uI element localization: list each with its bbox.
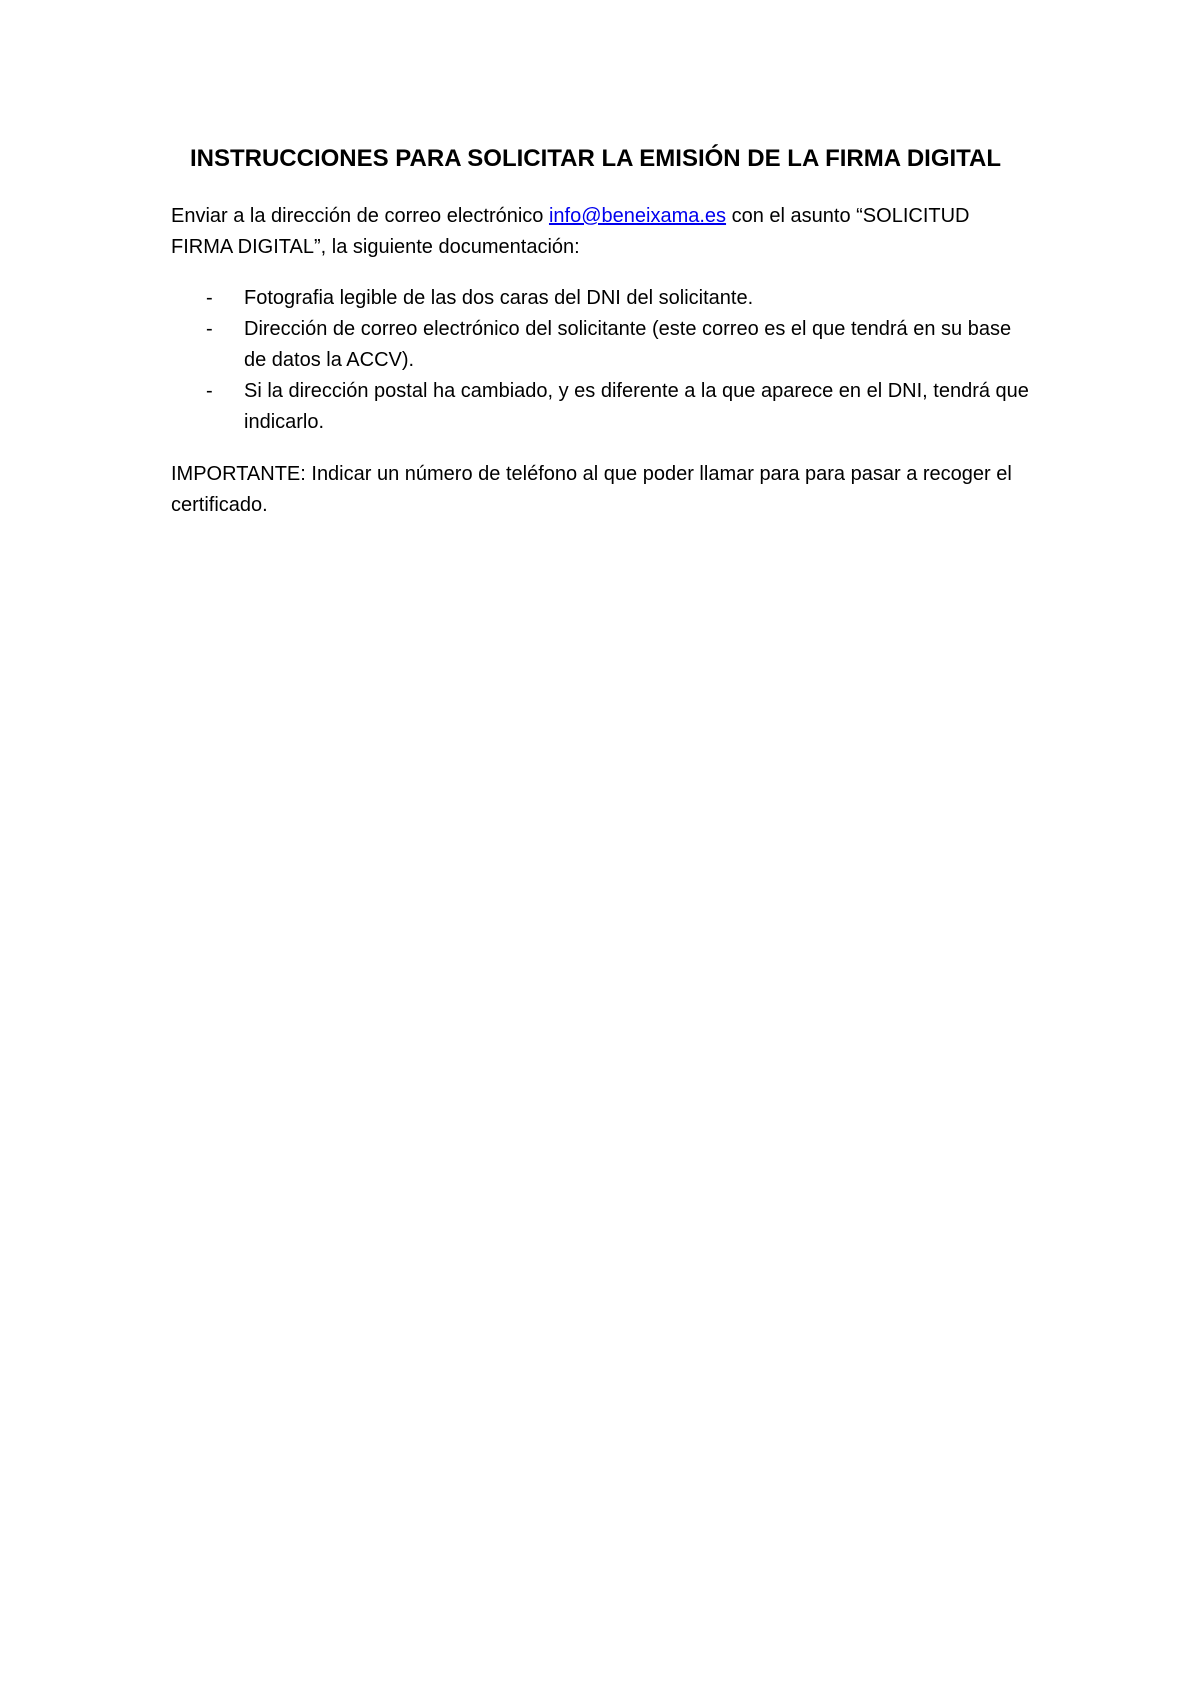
list-dash: -: [206, 318, 213, 340]
email-link[interactable]: info@beneixama.es: [548, 205, 727, 227]
list-item: [171, 283, 1031, 314]
list-dash: -: [206, 380, 213, 402]
list-item-text: Si la dirección postal ha cambiado, y es diferente a la que aparece en el DNI, tendrá que indicarlo.: [244, 380, 1029, 433]
intro-paragraph: [171, 201, 1031, 263]
page-title: INSTRUCCIONES PARA SOLICITAR LA EMISIÓN DE LA FIRMA DIGITAL: [189, 145, 1002, 172]
intro-text-after-email: con el asunto “SOLICITUD FIRMA DIGITAL”, la siguiente documentación:: [171, 205, 970, 258]
important-note: IMPORTANTE: Indicar un número de teléfono al que poder llamar para para pasar a recoger el certificado.: [171, 463, 1012, 516]
list-dash: -: [206, 287, 213, 309]
list-item: [171, 314, 1031, 376]
intro-text-before-email: Enviar a la dirección de correo electrónico: [171, 205, 549, 227]
documentation-list: [171, 283, 1031, 438]
list-item-text: Dirección de correo electrónico del solicitante (este correo es el que tendrá en su base de datos la ACCV).: [244, 318, 1012, 371]
list-item-text: Fotografia legible de las dos caras del DNI del solicitante.: [244, 287, 754, 309]
list-item: [171, 376, 1031, 438]
